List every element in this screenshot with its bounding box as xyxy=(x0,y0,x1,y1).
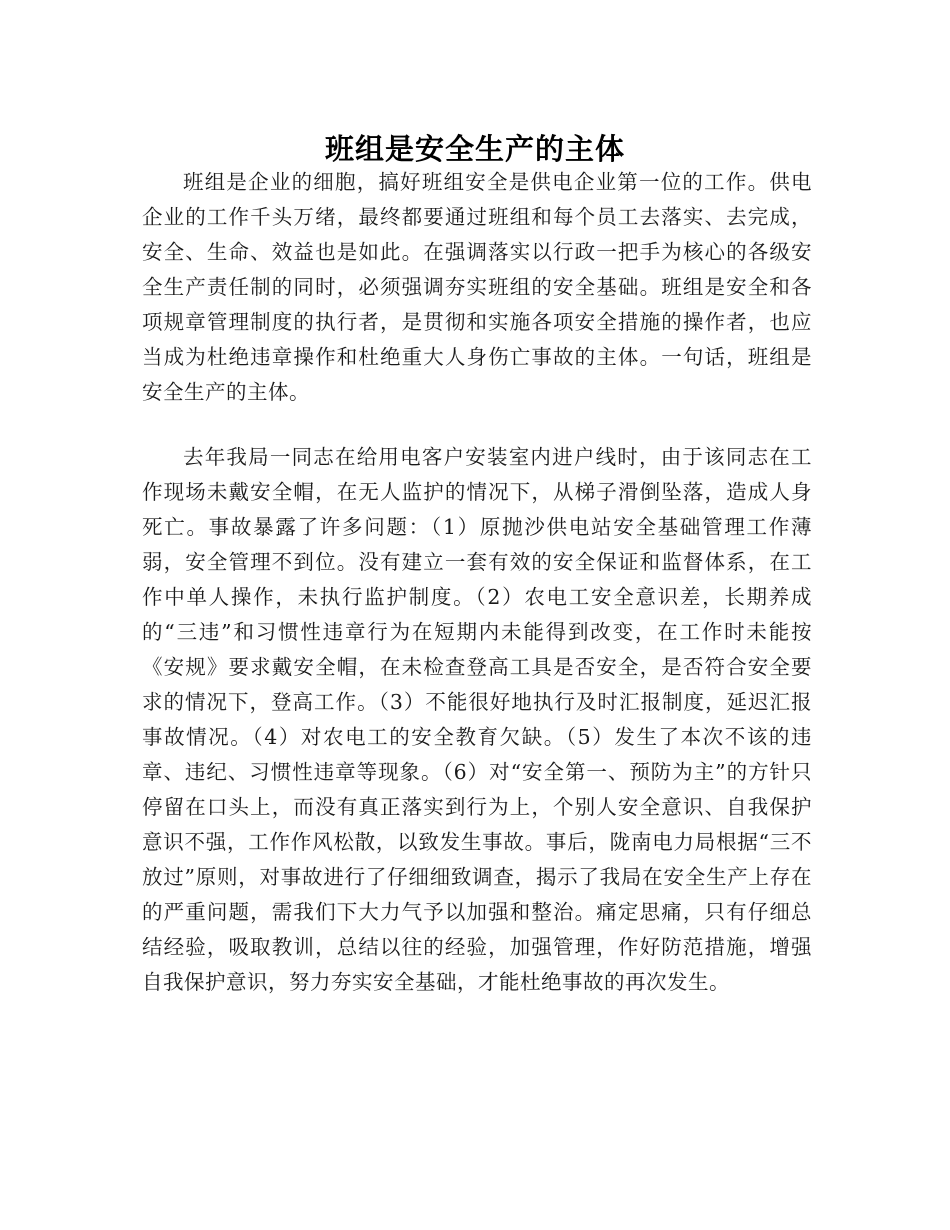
paragraph-intro: 班组是企业的细胞，搞好班组安全是供电企业第一位的工作。供电企业的工作千头万绪，最终都要通过班组和每个员工去落实、去完成，安全、生命、效益也是如此。在强调落实以行政一把手为核心的各级安全生产责任制的同时，必须强调夯实班组的安全基础。班组是安全和各项规章管理制度的执行者，是贯彻和实施各项安全措施的操作者，也应当成为杜绝违章操作和杜绝重大人身伤亡事故的主体。一句话，班组是安全生产的主体。 xyxy=(142,170,812,404)
document-title: 班组是安全生产的主体 xyxy=(324,132,625,167)
paragraph-incident: 去年我局一同志在给用电客户安装室内进户线时，由于该同志在工作现场未戴安全帽，在无人监护的情况下，从梯子滑倒坠落，造成人身死亡。事故暴露了许多问题：（1）原抛沙供电站安全基础管理工作薄弱，安全管理不到位。没有建立一套有效的安全保证和监督体系，在工作中单人操作，未执行监护制度。（2）农电工安全意识差，长期养成的“三违”和习惯性违章行为在短期内未能得到改变，在工作时未能按《安规》要求戴安全帽，在未检查登高工具是否安全，是否符合安全要求的情况下，登高工作。（3）不能很好地执行及时汇报制度，延迟汇报事故情况。（4）对农电工的安全教育欠缺。（5）发生了本次不该的违章、违纪、习惯性违章等现象。（6）对“安全第一、预防为主”的方针只停留在口头上，而没有真正落实到行为上，个别人安全意识、自我保护意识不强，工作作风松散，以致发生事故。事后，陇南电力局根据“三不放过”原则，对事故进行了仔细细致调查，揭示了我局在安全生产上存在的严重问题，需我们下大力气予以加强和整治。痛定思痛，只有仔细总结经验，吸取教训，总结以往的经验，加强管理，作好防范措施，增强自我保护意识，努力夯实安全基础，才能杜绝事故的再次发生。 xyxy=(142,445,812,994)
